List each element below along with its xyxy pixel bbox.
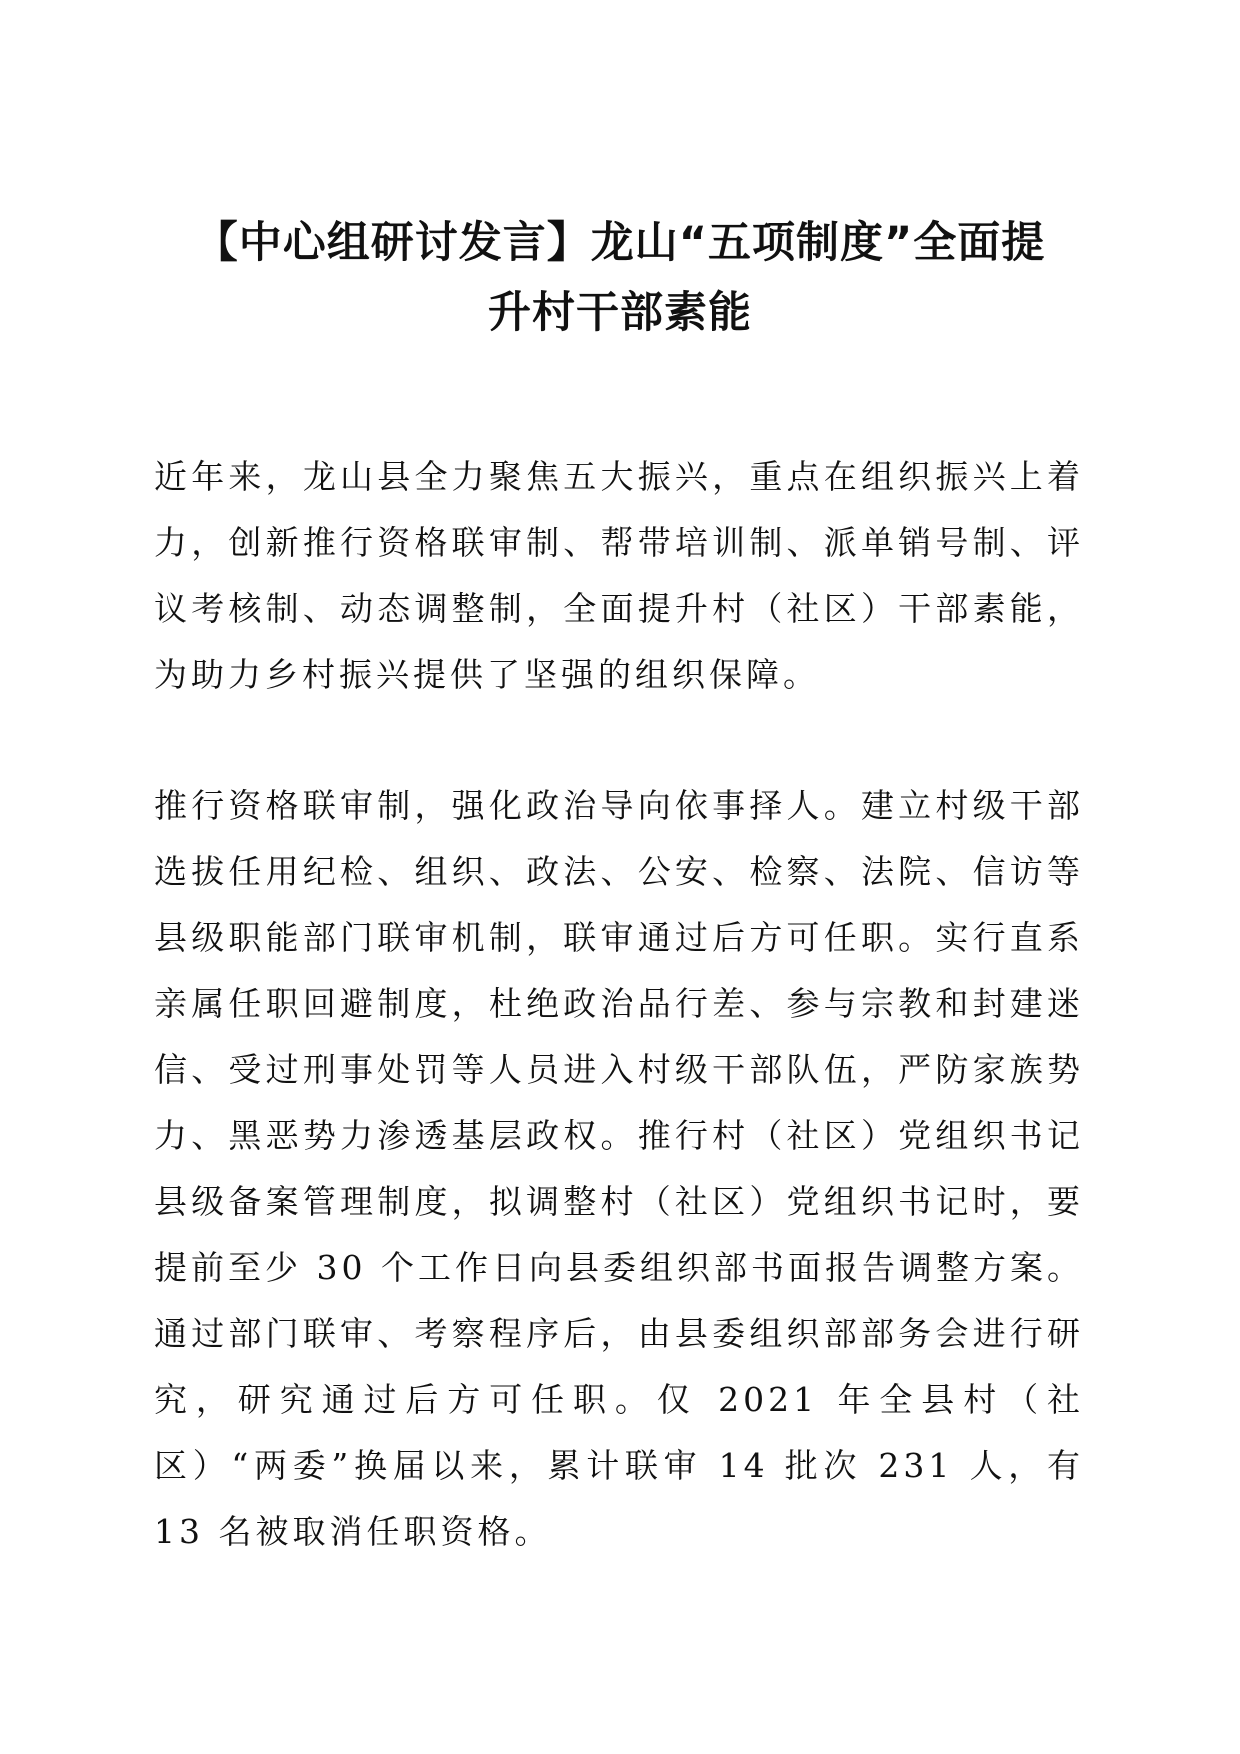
document-title [140,208,1100,348]
title-line-1: 【中心组研讨发言】龙山“五项制度”全面提 [194,218,1046,268]
title-line-2: 升村干部素能 [488,288,752,338]
paragraph-qualification-review: 推行资格联审制，强化政治导向依事择人。建立村级干部选拔任用纪检、组织、政法、公安、检察、法院、信访等县级职能部门联审机制，联审通过后方可任职。实行直系亲属任职回避制度，杜绝政治品行差、参与宗教和封建迷信、受过刑事处罚等人员进入村级干部队伍，严防家族势力、黑恶势力渗透基层政权。推行村（社区）党组织书记县级备案管理制度，拟调整村（社区）党组织书记时，要提前至少 30 个工作日向县委组织部书面报告调整方案。通过部门联审、考察程序后，由县委组织部部务会进行研究，研究通过后方可任职。仅 2021 年全县村（社区）“两委”换届以来，累计联审 14 批次 231 人，有 13 名被取消任职资格。 [154,786,1084,1551]
paragraph-intro: 近年来，龙山县全力聚焦五大振兴，重点在组织振兴上着力，创新推行资格联审制、帮带培训制、派单销号制、评议考核制、动态调整制，全面提升村（社区）干部素能，为助力乡村振兴提供了坚强的组织保障。 [154,457,1084,694]
